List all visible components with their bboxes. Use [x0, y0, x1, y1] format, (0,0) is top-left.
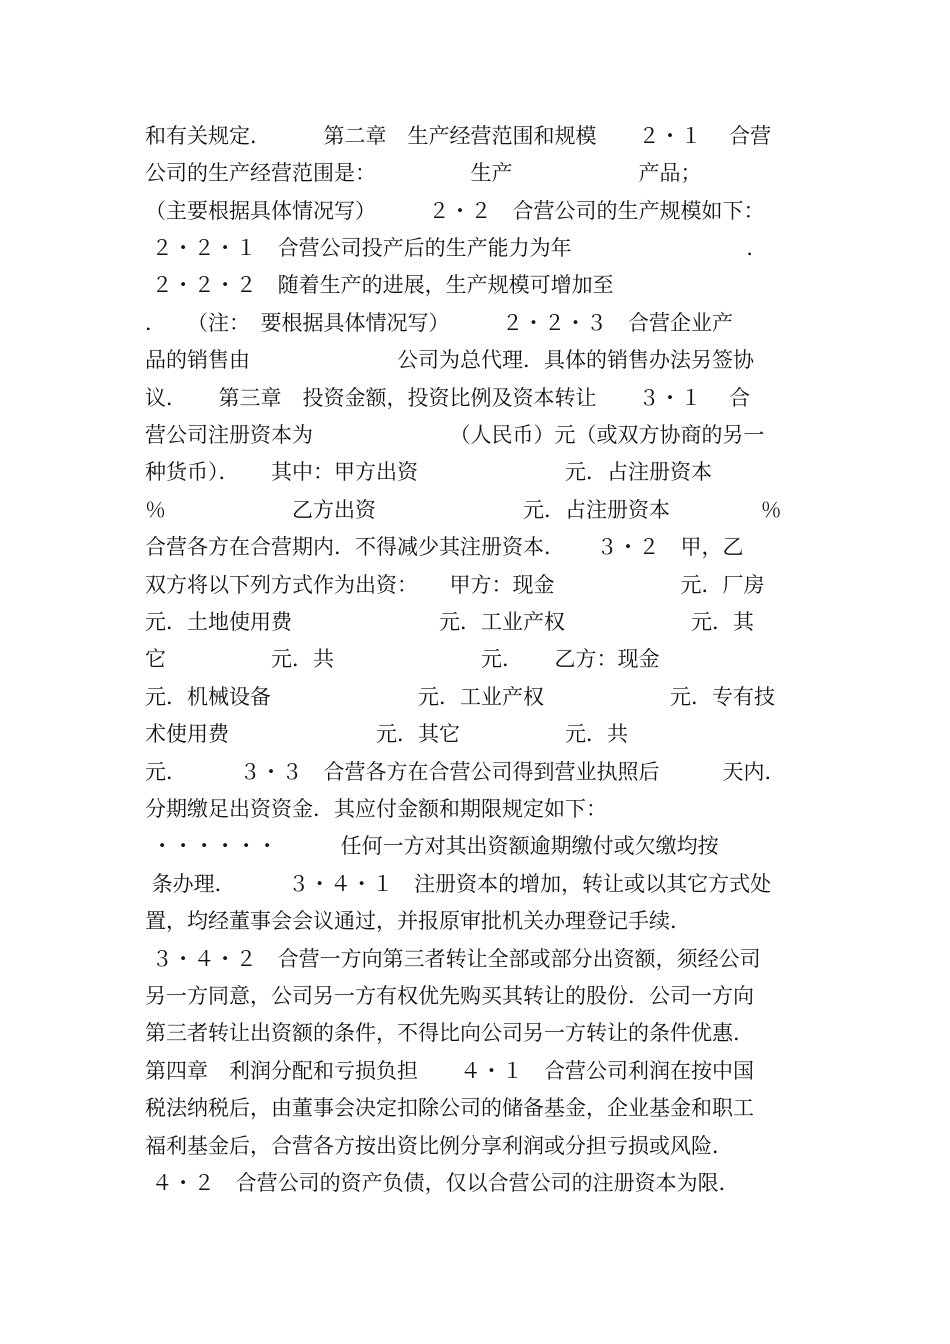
text-line: 税法纳税后，由董事会决定扣除公司的储备基金，企业基金和职工: [145, 1096, 754, 1120]
text-line: ． （注： 要根据具体情况写） ２・２・３ 合营企业产: [145, 311, 733, 335]
text-line: （主要根据具体情况写） ２・２ 合营公司的生产规模如下：: [145, 199, 765, 223]
text-line: 元．土地使用费 元．工业产权 元．其: [145, 610, 754, 634]
text-line: 营公司注册资本为 （人民币）元（或双方协商的另一: [145, 423, 765, 447]
text-line: ３・４・２ 合营一方向第三者转让全部或部分出资额，须经公司: [145, 947, 761, 971]
text-line: ４・２ 合营公司的资产负债，仅以合营公司的注册资本为限．: [145, 1171, 740, 1195]
text-line: 双方将以下列方式作为出资： 甲方：现金 元．厂房: [145, 573, 765, 597]
text-line: ％ 乙方出资 元．占注册资本 ％: [145, 498, 782, 522]
text-line: ２・２・１ 合营公司投产后的生产能力为年 ．: [145, 236, 768, 260]
text-line: 议． 第三章 投资金额，投资比例及资本转让 ３・１ 合: [145, 386, 751, 410]
text-line: 第三者转让出资额的条件，不得比向公司另一方转让的条件优惠．: [145, 1021, 754, 1045]
text-line: ２・２・２ 随着生产的进展，生产规模可增加至: [145, 273, 614, 297]
text-line: 分期缴足出资资金．其应付金额和期限规定如下：: [145, 797, 607, 821]
text-line: 第四章 利润分配和亏损负担 ４・１ 合营公司利润在按中国: [145, 1059, 754, 1083]
text-line: 术使用费 元．其它 元．共: [145, 722, 628, 746]
text-line: 它 元．共 元． 乙方：现金: [145, 647, 660, 671]
text-line: 条办理． ３・４・１ 注册资本的增加，转让或以其它方式处: [145, 872, 772, 896]
text-line: 福利基金后，合营各方按出资比例分享利润或分担亏损或风险．: [145, 1134, 733, 1158]
text-line: 置，均经董事会会议通过，并报原审批机关办理登记手续．: [145, 909, 691, 933]
text-line: 公司的生产经营范围是： 生产 产品；: [145, 161, 702, 185]
text-line: 品的销售由 公司为总代理．具体的销售办法另签协: [145, 348, 754, 372]
text-line: 种货币）． 其中：甲方出资 元．占注册资本: [145, 460, 712, 484]
text-line: 元． ３・３ 合营各方在合营公司得到营业执照后 天内．: [145, 760, 786, 784]
text-line: ・・・・・・ 任何一方对其出资额逾期缴付或欠缴均按: [145, 834, 719, 858]
text-line: 元．机械设备 元．工业产权 元．专有技: [145, 685, 775, 709]
text-line: 另一方同意，公司另一方有权优先购买其转让的股份．公司一方向: [145, 984, 754, 1008]
text-line: 和有关规定． 第二章 生产经营范围和规模 ２・１ 合营: [145, 124, 772, 148]
text-line: 合营各方在合营期内．不得减少其注册资本． ３・２ 甲，乙: [145, 535, 744, 559]
